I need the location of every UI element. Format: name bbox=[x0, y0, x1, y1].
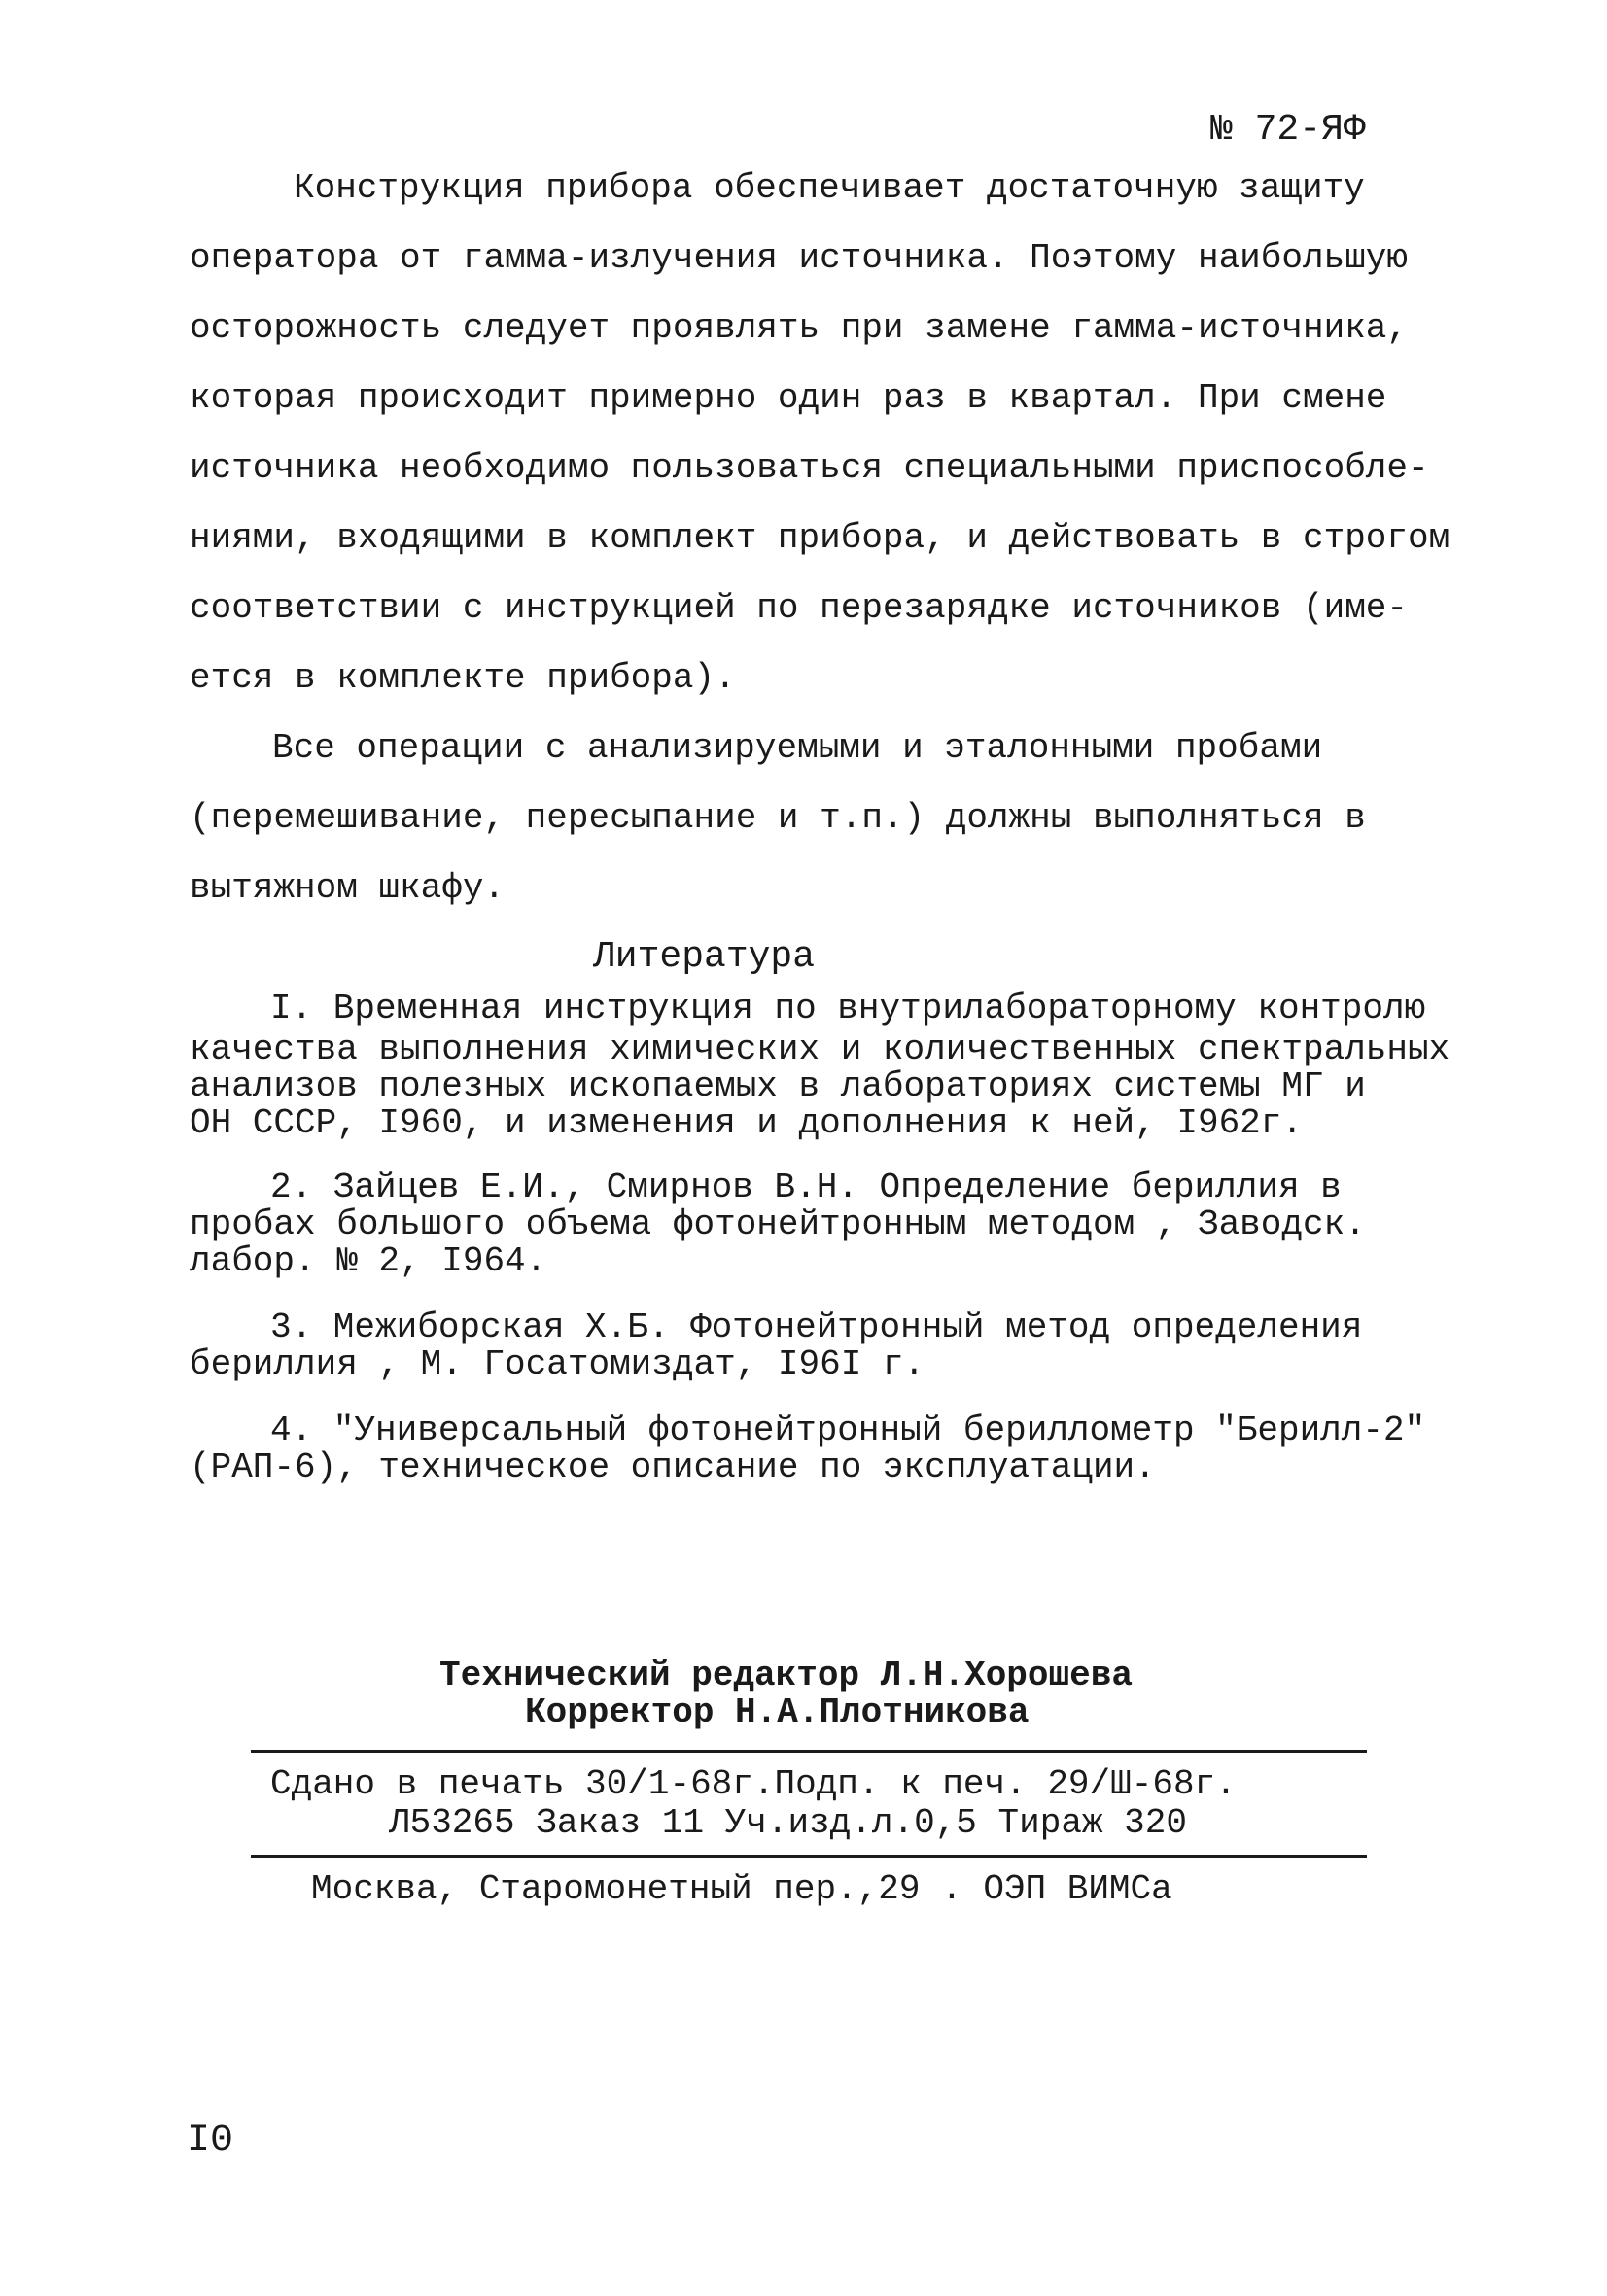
ref-line: анализов полезных ископаемых в лабораториях системы МГ и bbox=[190, 1066, 1366, 1106]
paragraph-line: (перемешивание, пересыпание и т.п.) должны выполняться в bbox=[190, 798, 1366, 838]
publisher-address: Москва, Старомонетный пер.,29 . ОЭП ВИМСа bbox=[311, 1869, 1172, 1909]
imprint-top-rule bbox=[251, 1750, 1367, 1753]
imprint-print-dates: Сдано в печать 30/1-68г.Подп. к печ. 29/Ш-68г. bbox=[270, 1764, 1237, 1804]
paragraph-line: ется в комплекте прибора). bbox=[190, 658, 736, 698]
ref-line: качества выполнения химических и количественных спектральных bbox=[190, 1029, 1450, 1069]
paragraph-line: оператора от гамма-излучения источника. Поэтому наибольшую bbox=[190, 238, 1409, 278]
document-number: № 72-ЯФ bbox=[1210, 109, 1366, 151]
page-number: I0 bbox=[187, 2119, 234, 2163]
ref-line: бериллия , М. Госатомиздат, I96I г. bbox=[190, 1344, 926, 1384]
ref-line: I. Временная инструкция по внутрилабораторному контролю bbox=[270, 989, 1426, 1028]
paragraph-line: осторожность следует проявлять при замене гамма-источника, bbox=[190, 308, 1409, 348]
literature-heading: Литература bbox=[593, 936, 816, 978]
ref-line: пробах большого объема фотонейтронным методом , Заводск. bbox=[190, 1204, 1366, 1244]
imprint-bottom-rule bbox=[251, 1855, 1367, 1858]
ref-line: (РАП-6), техническое описание по эксплуатации. bbox=[190, 1447, 1156, 1487]
paragraph-line: Конструкция прибора обеспечивает достаточную защиту bbox=[294, 168, 1365, 208]
ref-line: 2. Зайцев Е.И., Смирнов В.Н. Определение бериллия в bbox=[270, 1167, 1342, 1207]
paragraph-line: соответствии с инструкцией по перезарядке источников (име- bbox=[190, 588, 1409, 628]
technical-editor: Технический редактор Л.Н.Хорошева bbox=[439, 1655, 1133, 1695]
paragraph-line: источника необходимо пользоваться специальными приспособле- bbox=[190, 448, 1429, 488]
paragraph-line: которая происходит примерно один раз в квартал. При смене bbox=[190, 378, 1387, 418]
paragraph-line: вытяжном шкафу. bbox=[190, 868, 506, 908]
ref-line: 4. "Универсальный фотонейтронный бериллометр "Берилл-2" bbox=[270, 1410, 1426, 1450]
ref-line: лабор. № 2, I964. bbox=[190, 1241, 547, 1281]
corrector: Корректор Н.А.Плотникова bbox=[525, 1692, 1030, 1732]
ref-line: ОН СССР, I960, и изменения и дополнения к ней, I962г. bbox=[190, 1103, 1303, 1143]
ref-line: 3. Межиборская Х.Б. Фотонейтронный метод определения bbox=[270, 1307, 1363, 1347]
paragraph-line: Все операции с анализируемыми и эталонными пробами bbox=[272, 728, 1323, 768]
paragraph-line: ниями, входящими в комплект прибора, и действовать в строгом bbox=[190, 518, 1450, 558]
imprint-order-details: Л53265 Заказ 11 Уч.изд.л.0,5 Тираж 320 bbox=[389, 1803, 1187, 1843]
